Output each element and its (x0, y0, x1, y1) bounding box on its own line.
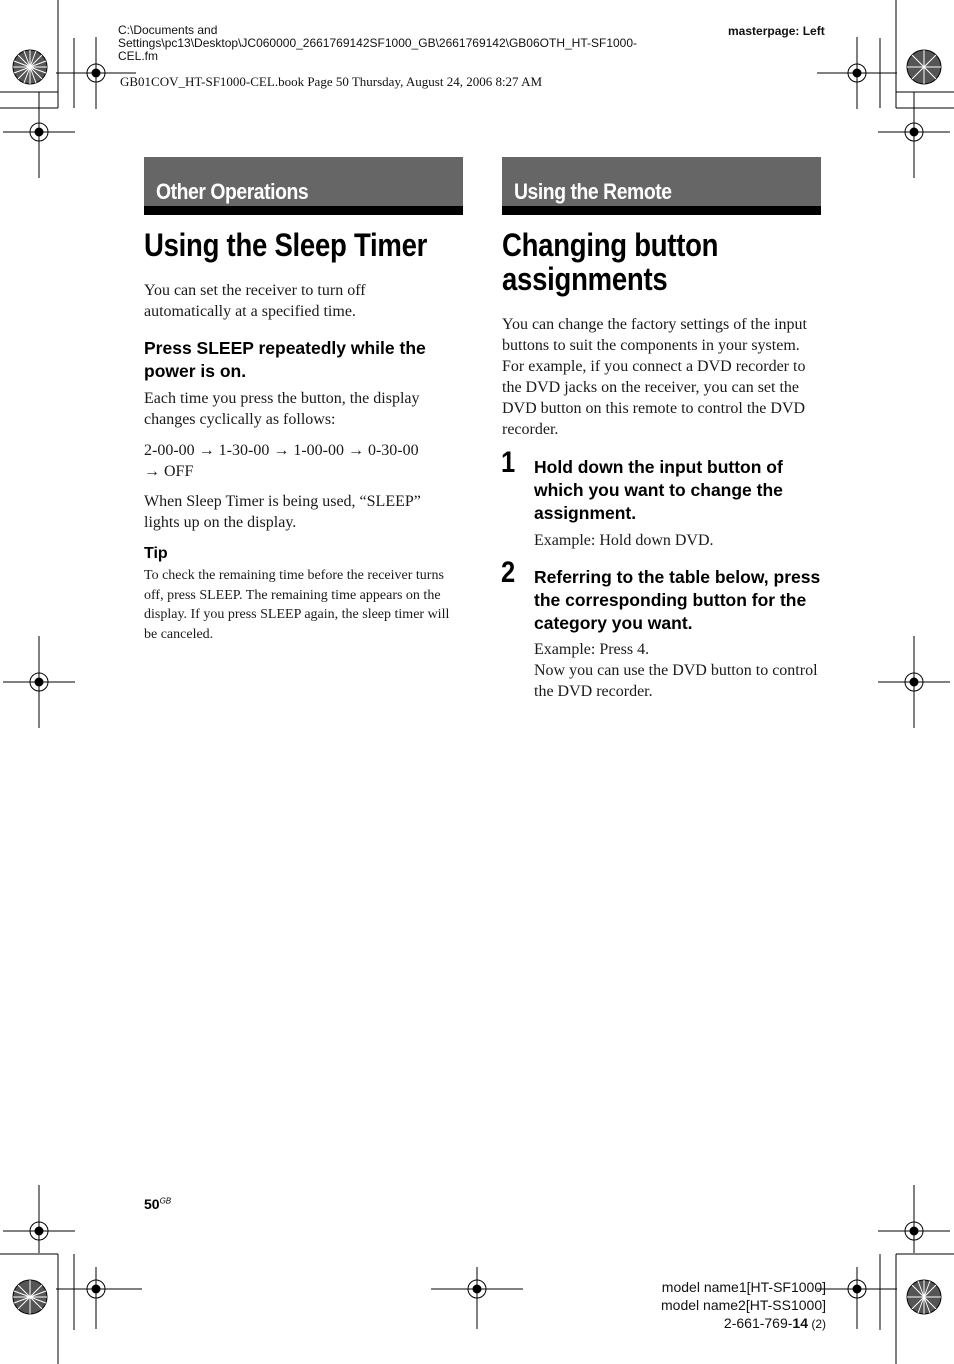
tip-heading: Tip (144, 545, 168, 562)
step-2-body-line-1: Example: Press 4. (534, 641, 650, 658)
book-info-line: GB01COV_HT-SF1000-CEL.book Page 50 Thursday, August 24, 2006 8:27 AM (120, 74, 543, 89)
file-path (118, 24, 718, 63)
model-info (600, 1278, 826, 1333)
title-line-2: assignments (502, 261, 668, 297)
section-banner-label: Other Operations (156, 179, 309, 204)
assignments-intro: You can change the factory settings of the input buttons to suit the components in your system. For example, if you connect a DVD recorder to the DVD jacks on the receiver, you can set the DVD button on this remote to control the DVD recorder. (502, 316, 807, 438)
page-number (144, 1196, 171, 1212)
sleep-display-note: When Sleep Timer is being used, “SLEEP” lights up on the display. (144, 493, 421, 531)
part-number-prefix: 2-661-769- (723, 1315, 793, 1331)
sleep-sequence-line-2: → OFF (144, 463, 194, 480)
step-number-2: 2 (501, 556, 516, 589)
step-1-body: Example: Hold down DVD. (534, 532, 714, 549)
page-title-sleep-timer: Using the Sleep Timer (144, 227, 428, 263)
part-number-suffix: (2) (808, 1317, 826, 1331)
part-number (600, 1314, 826, 1333)
model-name-1: model name1[HT-SF1000] (661, 1279, 826, 1295)
file-path-line-1: C:\Documents and (118, 23, 218, 37)
step-1-heading: Hold down the input button of which you want to change the assignment. (534, 457, 783, 523)
section-banner-label: Using the Remote (514, 179, 672, 204)
file-path-line-2: Settings\pc13\Desktop\JC060000_2661769142SF1000_GB\2661769142\GB06OTH_HT-SF1000- (118, 36, 638, 50)
sleep-sequence-line-1: 2-00-00 → 1-30-00 → 1-00-00 → 0-30-00 (144, 442, 419, 459)
page-number-suffix: GB (159, 1196, 172, 1206)
title-line-1: Changing button (502, 227, 719, 263)
tip-text: To check the remaining time before the receiver turns off, press SLEEP. The remaining time appears on the display. If you press SLEEP again, the sleep timer will be canceled. (144, 568, 450, 642)
sleep-timer-intro: You can set the receiver to turn off automatically at a specified time. (144, 282, 366, 320)
step-2-body (534, 639, 824, 702)
sleep-instruction-heading: Press SLEEP repeatedly while the power is on. (144, 338, 426, 381)
file-path-line-3: CEL.fm (118, 49, 159, 63)
page-number-value: 50 (144, 1196, 160, 1212)
step-2-heading: Referring to the table below, press the corresponding button for the category you want. (534, 567, 821, 633)
sleep-instruction-body: Each time you press the button, the display changes cyclically as follows: (144, 390, 420, 428)
section-banner-other-operations (144, 157, 463, 215)
page-title-button-assignments (502, 228, 718, 296)
part-number-bold: 14 (792, 1315, 808, 1331)
step-2-body-line-2: Now you can use the DVD button to control the DVD recorder. (534, 662, 818, 700)
step-number-1: 1 (501, 446, 516, 479)
section-banner-using-remote (502, 157, 821, 215)
masterpage-label: masterpage: Left (728, 24, 825, 38)
model-name-2: model name2[HT-SS1000] (661, 1297, 826, 1313)
sleep-sequence (144, 440, 462, 482)
